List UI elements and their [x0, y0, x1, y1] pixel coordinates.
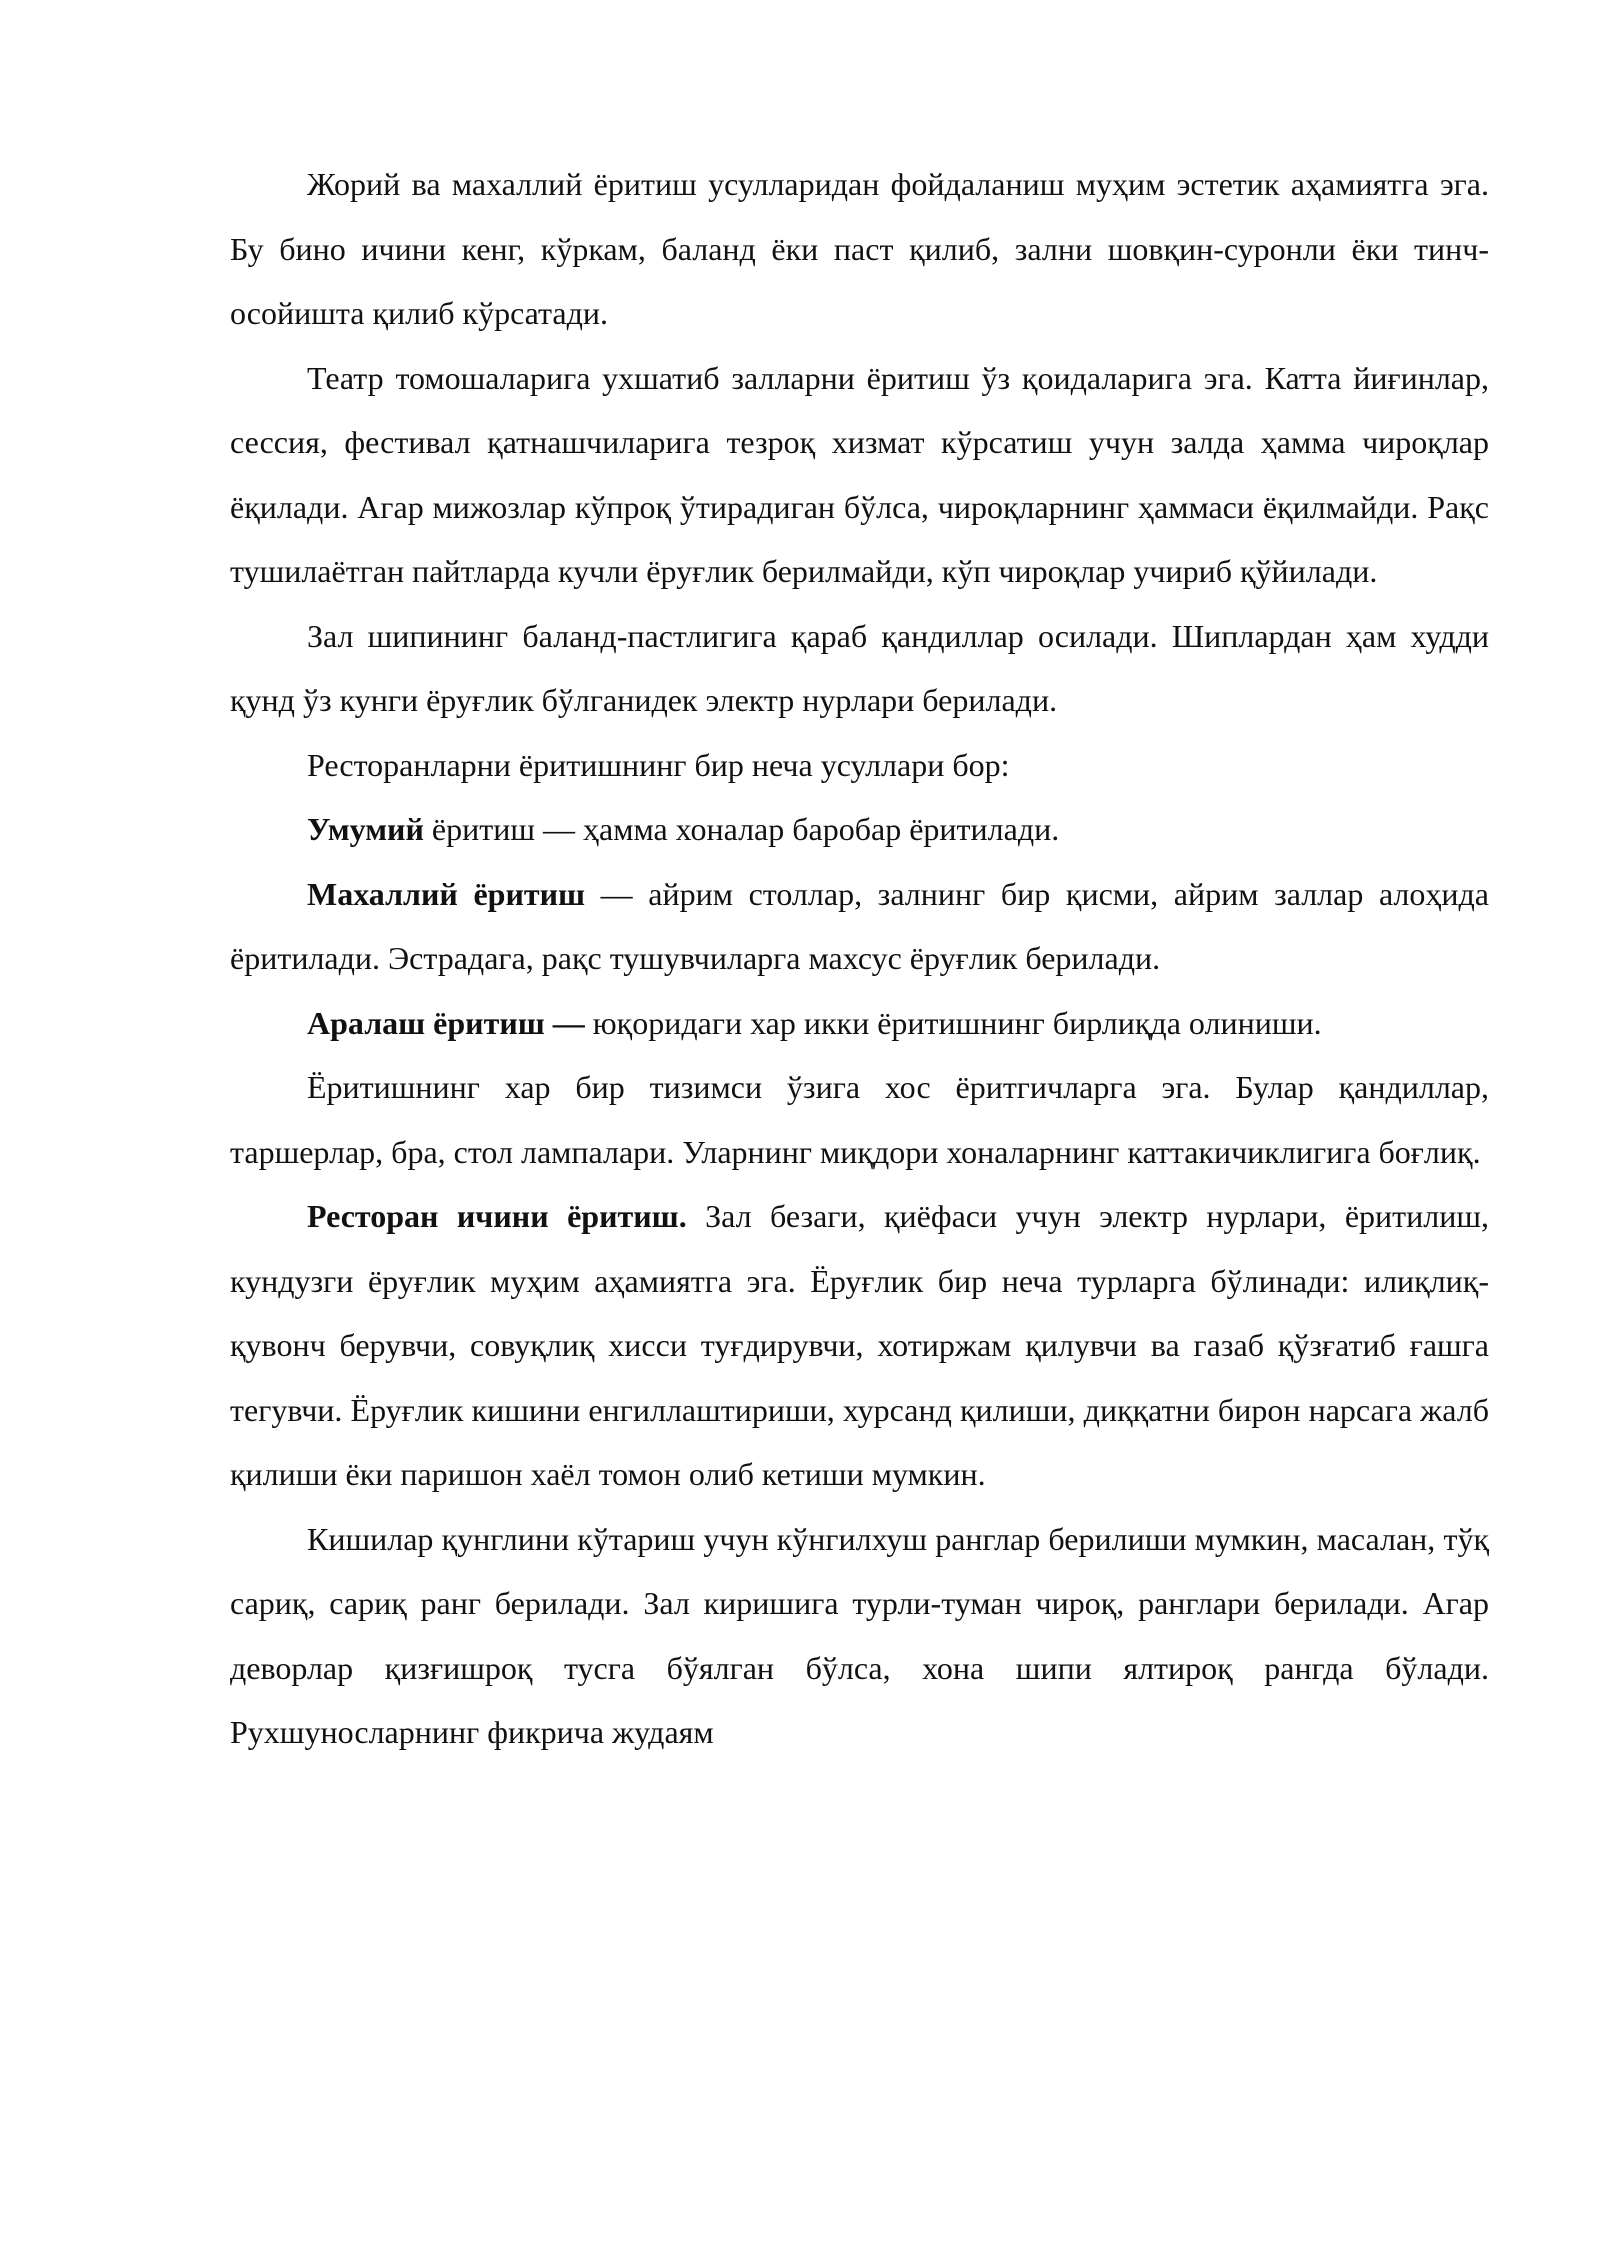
- heading-restaurant-interior-lighting: Ресторан ичини ёритиш.: [307, 1198, 687, 1234]
- term-general-lighting: Умумий: [307, 811, 424, 847]
- paragraph-text: Кишилар қунглини кўтариш учун кўнгилхуш ранглар берилиши мумкин, масалан, тўқ сариқ, сариқ ранг берилади. Зал киришига турли-туман чироқ, ранглари берилади. Агар деворлар қизғишроқ тусга бўялган бўлса, хона шипи ялтироқ рангда бўлади. Рухшуносларнинг фикрича жудаям: [230, 1520, 1489, 1750]
- paragraph-chandeliers: [230, 604, 1489, 733]
- paragraph-text: Зал шипининг баланд-пастлигига қараб қандиллар осилади. Шиплардан ҳам худди қунд ўз кунги ёруғлик бўлганидек электр нурлари берилади.: [230, 617, 1489, 718]
- paragraph-mixed-lighting: [230, 991, 1489, 1056]
- paragraph-restaurant-interior-lighting: [230, 1184, 1489, 1507]
- paragraph-text: Ёритишнинг хар бир тизимси ўзига хос ёритгичларга эга. Булар қандиллар, таршерлар, бра, стол лампалари. Уларнинг миқдори хоналарнинг каттакичиклигига боғлиқ.: [230, 1069, 1489, 1170]
- paragraph-text: Театр томошаларига ухшатиб залларни ёритиш ўз қоидаларига эга. Катта йиғинлар, сессия, фестивал қатнашчиларига тезроқ хизмат кўрсатиш учун залда ҳамма чироқлар ёқилади. Агар мижозлар кўпроқ ўтирадиган бўлса, чироқларнинг ҳаммаси ёқилмайди. Рақс тушилаётган пайтларда кучли ёруғлик берилмайди, кўп чироқлар учириб қўйилади.: [230, 359, 1489, 589]
- paragraph-text: ёритиш — ҳамма хоналар баробар ёритилади.: [423, 811, 1060, 847]
- paragraph-local-lighting: [230, 862, 1489, 991]
- term-mixed-lighting: Аралаш ёритиш —: [307, 1004, 585, 1041]
- term-local-lighting: Махаллий ёритиш: [307, 875, 586, 912]
- paragraph-general-lighting: [230, 797, 1489, 862]
- paragraph-text: — айрим столлар, залнинг бир қисми, айрим заллар алоҳида ёритилади. Эстрадага, рақс тушувчиларга махсус ёруғлик берилади.: [230, 875, 1490, 976]
- paragraph-lighting-fixtures: [230, 1055, 1489, 1184]
- paragraph-restaurant-methods-intro: [230, 733, 1489, 798]
- paragraph-mood-colors: [230, 1507, 1489, 1765]
- paragraph-text: Зал безаги, қиёфаси учун электр нурлари, ёритилиш, кундузги ёруғлик муҳим аҳамиятга эга. Ёруғлик бир неча турларга бўлинади: илиқлиқ-қувонч берувчи, совуқлиқ хисси туғдирувчи, хотиржам қилувчи ва газаб қўзғатиб ғашга тегувчи. Ёруғлик кишини енгиллаштириши, хурсанд қилиши, диққатни бирон нарсага жалб қилиши ёки паришон хаёл томон олиб кетиши мумкин.: [230, 1198, 1490, 1492]
- paragraph-text: Жорий ва махаллий ёритиш усулларидан фойдаланиш муҳим эстетик аҳамиятга эга. Бу бино ичини кенг, кўркам, баланд ёки паст қилиб, зални шовқин-суронли ёки тинч-осойишта қилиб кўрсатади.: [230, 166, 1489, 331]
- paragraph-text: юқоридаги хар икки ёритишнинг бирлиқда олиниши.: [584, 1004, 1322, 1041]
- paragraph-lighting-methods: [230, 152, 1489, 346]
- paragraph-text: Ресторанларни ёритишнинг бир неча усуллари бор:: [307, 746, 1010, 783]
- paragraph-theatre-lighting: [230, 346, 1489, 604]
